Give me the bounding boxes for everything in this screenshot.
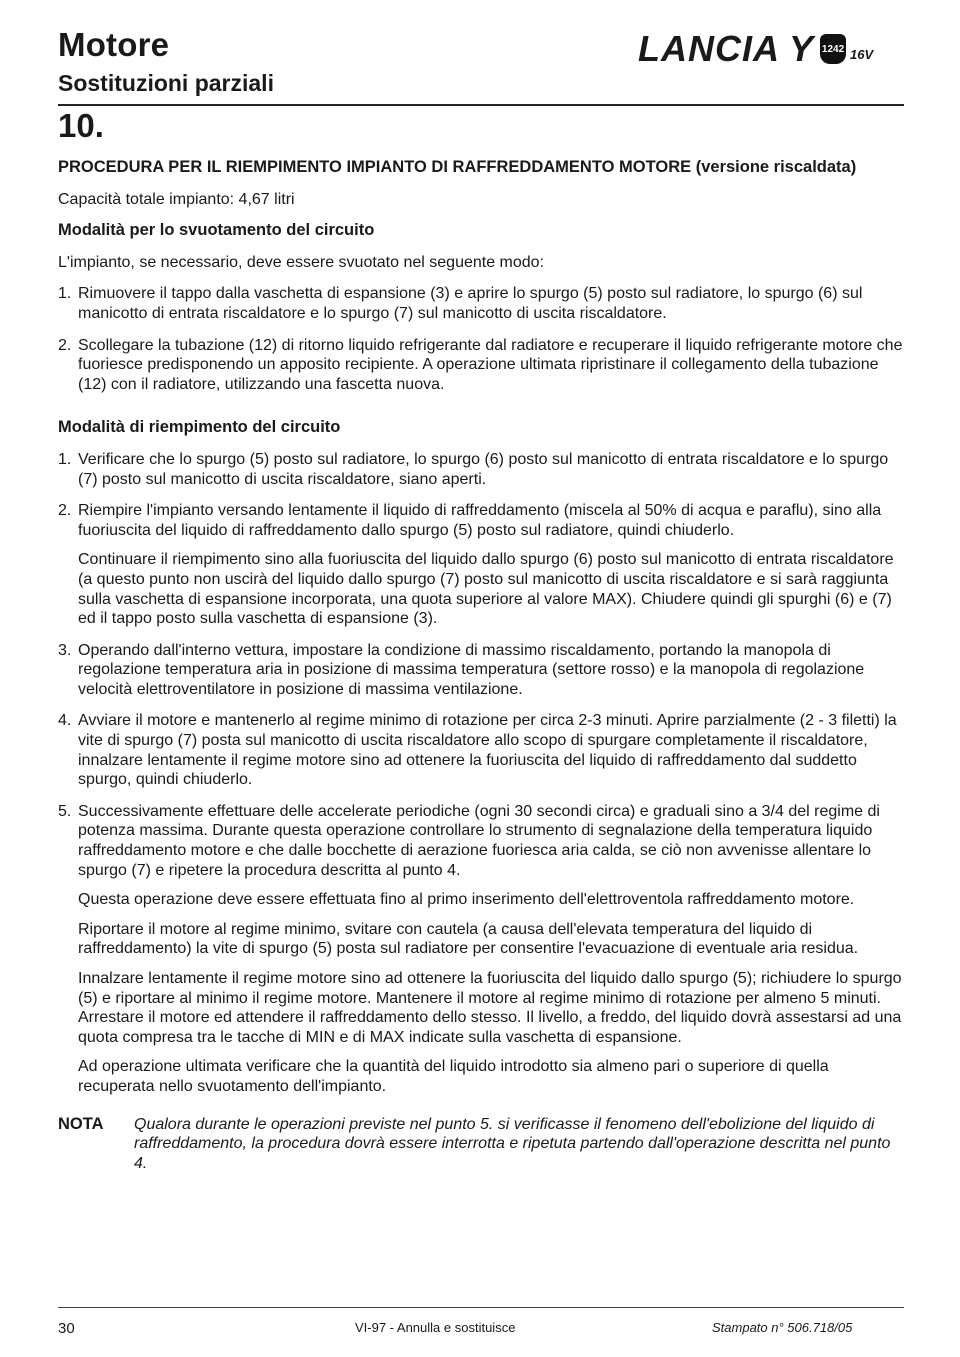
emptying-heading: Modalità per lo svuotamento del circuito [58, 221, 375, 240]
list-item [58, 641, 904, 700]
note-label: NOTA [58, 1114, 104, 1133]
page-number: 30 [58, 1320, 75, 1337]
page-title: Motore [58, 26, 170, 63]
list-item [58, 336, 904, 395]
step-continuation: Continuare il riempimento sino alla fuoriuscita del liquido dallo spurgo (6) posto sul manicotto di entrata riscaldatore (a questo punto non uscirà del liquido dallo spurgo (7) posto sul manicotto di uscita riscaldatore e si sarà raggiunta sulla vaschetta di espansione incorporata, una quota superiore al valore MAX). Chiudere quindi gli spurghi (6) e (7) ed il tappo posto sulla vaschetta di espansione (3). [78, 551, 894, 628]
emptying-intro: L'impianto, se necessario, deve essere svuotato nel seguente modo: [58, 253, 545, 271]
step-text: Riempire l'impianto versando lentamente il liquido di raffreddamento (miscela al 50% di acqua e paraflu), sino alla fuoriuscita del liquido di raffreddamento dallo spurgo (5) posto sul radiatore, quindi chiuderlo. [78, 502, 882, 539]
page-subtitle: Sostituzioni parziali [58, 70, 274, 96]
step-text: Successivamente effettuare delle accelerate periodiche (ogni 30 secondi circa) e graduali sino a 3/4 del regime di potenza massima. Durante questa operazione controllare lo strumento di segnalazione della temperatura liquido raffreddamento motore e che dalle bocchette di aerazione fuoriesca aria calda, se ciò non avvenisse allentare lo spurgo (7) e ripetere la procedura descritta al punto 4. [78, 802, 880, 879]
step-number: 1. [58, 285, 72, 303]
step-text: Avviare il motore e mantenerlo al regime minimo di rotazione per circa 2-3 minuti. Aprire parzialmente (2 - 3 filetti) la vite di spurgo (7) posta sul manicotto di uscita riscaldatore allo scopo di spurgare completamente il riscaldatore, innalzare lentamente il regime motore sino ad ottenere la fuoriuscita del liquido di raffreddamento dal suddetto spurgo, quindi chiuderlo. [78, 712, 897, 789]
section-number: 10. [58, 107, 104, 144]
step-number: 1. [58, 450, 72, 468]
brand-badge-icon: 1242 [820, 34, 846, 64]
list-item [58, 284, 904, 323]
step-number: 2. [58, 336, 72, 354]
step-number: 2. [58, 502, 72, 520]
document-body [58, 158, 904, 1173]
engine-version: 16V [850, 46, 874, 62]
header-divider [58, 104, 904, 106]
step-number: 3. [58, 641, 72, 659]
list-item [58, 450, 904, 489]
step-continuation: Ad operazione ultimata verificare che la quantità del liquido introdotto sia almeno pari o superiore di quella recuperata nello svuotamento dell'impianto. [78, 1058, 829, 1095]
footer-divider [58, 1307, 904, 1308]
filling-heading: Modalità di riempimento del circuito [58, 418, 341, 437]
procedure-title: PROCEDURA PER IL RIEMPIMENTO IMPIANTO DI RAFFREDDAMENTO MOTORE (versione riscaldata) [58, 158, 857, 176]
step-number: 4. [58, 712, 72, 730]
print-reference: Stampato n° 506.718/05 [712, 1320, 853, 1335]
list-item [58, 802, 904, 1097]
emptying-steps [58, 284, 904, 394]
step-text: Rimuovere il tappo dalla vaschetta di espansione (3) e aprire lo spurgo (5) posto sul radiatore, lo spurgo (6) sul manicotto di entrata riscaldatore e lo spurgo (7) sul manicotto di uscita riscaldatore. [78, 285, 863, 322]
list-item [58, 711, 904, 789]
filling-steps [58, 450, 904, 1097]
brand-logo [638, 28, 873, 70]
step-continuation: Questa operazione deve essere effettuata fino al primo inserimento dell'elettroventola raffreddamento motore. [78, 891, 855, 909]
step-continuation: Riportare il motore al regime minimo, svitare con cautela (a causa dell'elevata temperatura del liquido di raffreddamento) la vite di spurgo (5) posta sul radiatore per consentire l'evacuazione di eventuale aria residua. [78, 920, 859, 958]
note-block [58, 1115, 904, 1174]
capacity-text: Capacità totale impianto: 4,67 litri [58, 190, 295, 208]
step-text: Scollegare la tubazione (12) di ritorno liquido refrigerante dal radiatore e recuperare il liquido refrigerante motore che fuoriesce predisponendo un apposito recipiente. A operazione ultimata ripristinare il collegamento della tubazione (12) con il radiatore, utilizzando una fascetta nuova. [78, 336, 903, 393]
step-number: 5. [58, 802, 72, 820]
revision-note: VI-97 - Annulla e sostituisce [355, 1320, 516, 1335]
step-continuation: Innalzare lentamente il regime motore sino ad ottenere la fuoriuscita del liquido dallo spurgo (5); richiudere lo spurgo (5) e riportare al minimo il regime motore. Mantenere il motore al regime minimo di rotazione per almeno 5 minuti. Arrestare il motore ed attendere il raffreddamento dello stesso. Il livello, a freddo, del liquido dovrà assestarsi ad una quota compresa tra le tacche di MIN e di MAX indicate sulla vaschetta di espansione. [78, 970, 902, 1046]
list-item [58, 501, 904, 629]
step-text: Verificare che lo spurgo (5) posto sul radiatore, lo spurgo (6) posto sul manicotto di entrata riscaldatore e lo spurgo (7) posto sul manicotto di uscita riscaldatore, siano aperti. [78, 450, 889, 488]
step-text: Operando dall'interno vettura, impostare la condizione di massimo riscaldamento, portando la manopola di regolazione temperatura aria in posizione di massima temperatura (settore rosso) e la manopola di regolazione velocità elettroventilatore in posizione di massima ventilazione. [78, 641, 865, 698]
brand-name: LANCIA Y [638, 28, 815, 69]
note-text: Qualora durante le operazioni previste nel punto 5. si verificasse il fenomeno dell'ebolizione del liquido di raffreddamento, la procedura dovrà essere interrotta e ripetuta partendo dall'operazione descritta nel punto 4. [134, 1115, 891, 1172]
